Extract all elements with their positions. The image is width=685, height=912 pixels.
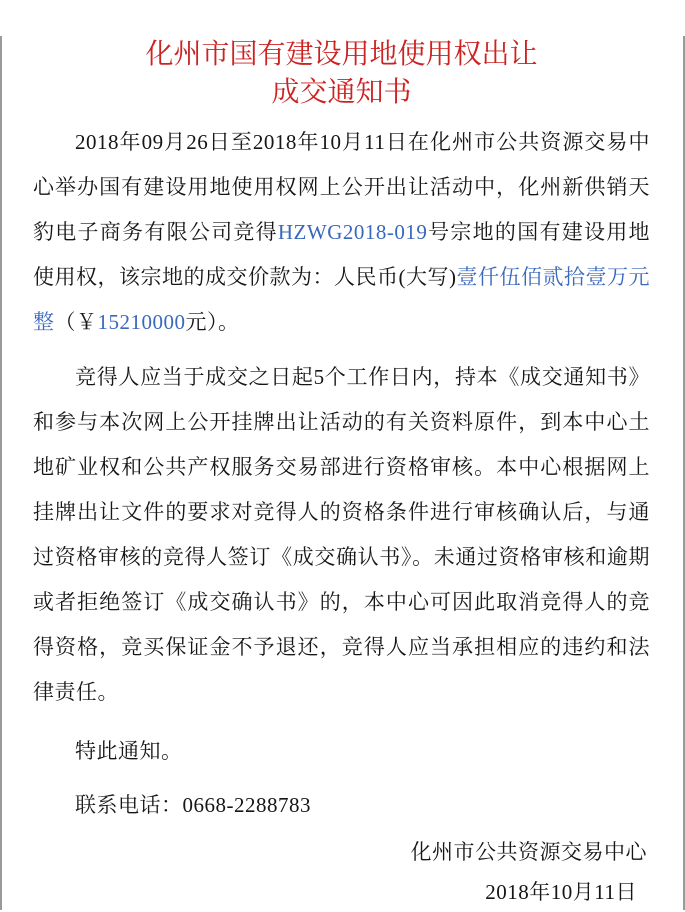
amount-in-words-value: 壹仟伍佰贰拾壹万元整 (33, 265, 650, 334)
deal-text-3: （￥ (54, 310, 98, 334)
deal-text-4: 元）。 (185, 310, 240, 334)
signature-block (33, 832, 650, 912)
amount-in-figures-value: 15210000 (97, 310, 186, 334)
deal-text-1: 2018年09月26日至2018年10月11日在化州市公共资源交易中心举办国有建设用地使用权网上公开出让活动中，化州新供销天豹电子商务有限公司竞得 (33, 130, 650, 244)
document-page (0, 36, 685, 910)
parcel-number-value: HZWG2018-019 (277, 220, 428, 244)
title-line-1: 化州市国有建设用地使用权出让 (145, 39, 538, 70)
contact-phone-number: 0668-2288783 (182, 793, 311, 817)
paragraph-deal-summary (33, 120, 650, 345)
title-line-2: 成交通知书 (271, 77, 412, 108)
notice-line: 特此通知。 (75, 739, 183, 763)
signature-organization: 化州市公共资源交易中心 (410, 840, 647, 864)
contact-line (33, 783, 650, 828)
signature-date: 2018年10月11日 (485, 880, 637, 904)
document-title (33, 36, 650, 112)
contact-label: 联系电话： (75, 793, 183, 817)
paragraph-qualification-review: 竞得人应当于成交之日起5个工作日内，持本《成交通知书》和参与本次网上公开挂牌出让活动的有关资料原件，到本中心土地矿业权和公共产权服务交易部进行资格审核。本中心根据网上挂牌出让文件的要求对竞得人的资格条件进行审核确认后，与通过资格审核的竞得人签订《成交确认书》。未通过资格审核和逾期或者拒绝签订《成交确认书》的，本中心可因此取消竞得人的竞得资格，竞买保证金不予退还，竞得人应当承担相应的违约和法律责任。 (33, 365, 650, 704)
deal-text-2: 号宗地的国有建设用地使用权，该宗地的成交价款为：人民币(大写) (33, 220, 651, 289)
